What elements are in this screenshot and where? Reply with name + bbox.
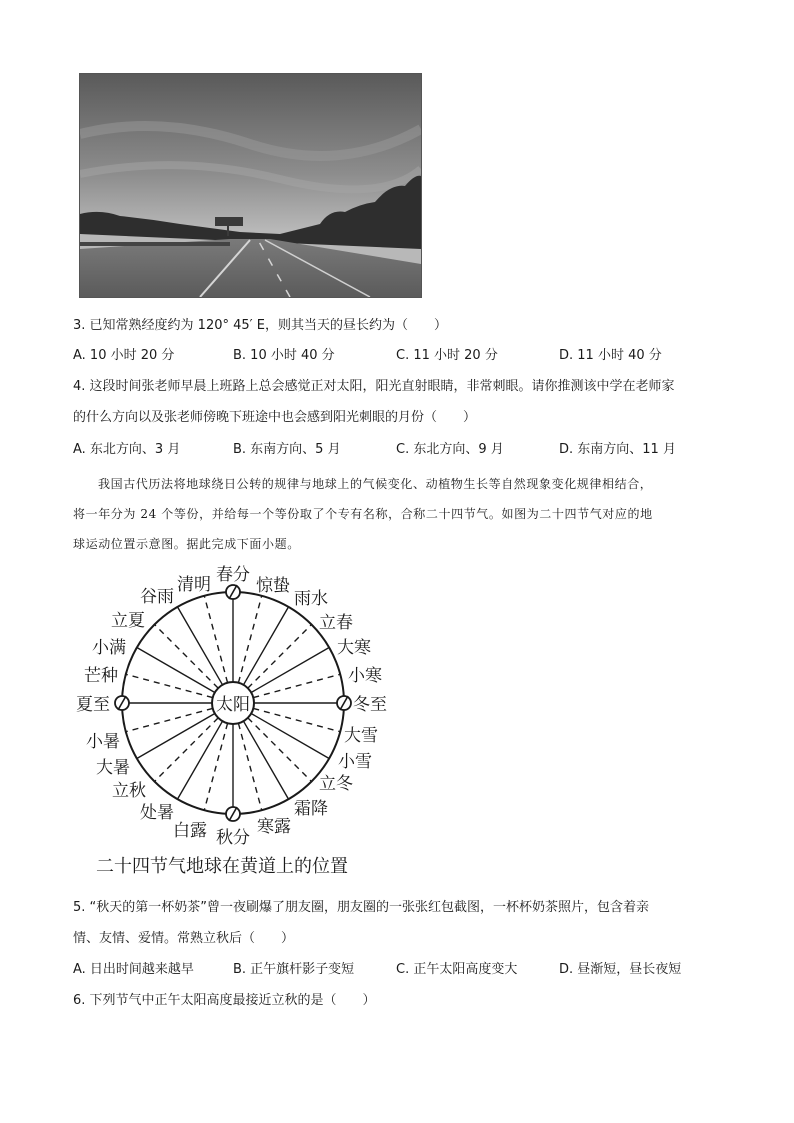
term-xiazhi: 夏至 xyxy=(76,695,110,715)
spoke-15 xyxy=(155,718,219,782)
q3-stem: 3. 已知常熟经度约为 120° 45′ E，则其当天的昼长约为（ ） xyxy=(73,318,447,333)
q3-option-a[interactable]: A. 10 小时 20 分 xyxy=(73,348,175,363)
term-liqiu: 立秋 xyxy=(112,781,146,801)
term-lichun: 立春 xyxy=(319,613,353,633)
term-mangzhong: 芒种 xyxy=(84,666,118,686)
spoke-1 xyxy=(238,596,261,683)
term-xiaoman: 小满 xyxy=(92,638,126,658)
term-dongzhi: 冬至 xyxy=(353,695,387,715)
term-qingming: 清明 xyxy=(177,575,211,595)
spoke-22 xyxy=(178,607,223,685)
spoke-9 xyxy=(248,718,312,782)
passage-line1: 我国古代历法将地球绕日公转的规律与地球上的气候变化、动植物生长等自然现象变化规律相结合， xyxy=(98,477,653,491)
solar-terms-diagram xyxy=(68,560,408,852)
earth-marker-2 xyxy=(226,807,240,821)
q5-options xyxy=(73,960,753,980)
term-hanlu: 寒露 xyxy=(257,817,291,837)
term-guyu: 谷雨 xyxy=(140,587,174,607)
spoke-10 xyxy=(244,721,289,799)
spoke-19 xyxy=(126,674,213,697)
q3-option-b[interactable]: B. 10 小时 40 分 xyxy=(233,348,335,363)
road-photo xyxy=(79,73,422,298)
q4-option-d[interactable]: D. 东南方向、11 月 xyxy=(559,442,676,457)
term-bailu: 白露 xyxy=(173,821,207,841)
spoke-11 xyxy=(238,723,261,810)
spoke-23 xyxy=(204,596,227,683)
spoke-5 xyxy=(253,674,340,697)
term-dashu: 大暑 xyxy=(96,758,130,778)
earth-marker-3 xyxy=(115,696,129,710)
term-jingzhe: 惊蛰 xyxy=(256,576,290,596)
q4-stem-line2: 的什么方向以及张老师傍晚下班途中也会感到阳光刺眼的月份（ ） xyxy=(73,410,477,425)
earth-marker-0 xyxy=(226,585,240,599)
spoke-4 xyxy=(251,648,329,693)
term-shuangjiang: 霜降 xyxy=(294,799,328,819)
q4-stem-line1: 4. 这段时间张老师早晨上班路上总会感觉正对太阳，阳光直射眼睛，非常刺眼。请你推测该中学在老师家 xyxy=(73,379,675,394)
q3-options xyxy=(73,346,753,366)
term-chunfen: 春分 xyxy=(216,565,250,585)
q6-stem: 6. 下列节气中正午太阳高度最接近立秋的是（ ） xyxy=(73,993,376,1008)
passage-line2: 将一年分为 24 个等份，并给每一个等份取了个专有名称，合称二十四节气。如图为二十四节气对应的地 xyxy=(73,507,653,521)
earth-marker-1 xyxy=(337,696,351,710)
term-lixia: 立夏 xyxy=(111,611,145,631)
spoke-21 xyxy=(155,625,219,689)
term-xiaoxue: 小雪 xyxy=(338,752,372,772)
spoke-20 xyxy=(137,648,215,693)
term-xiaoshu: 小暑 xyxy=(86,732,120,752)
term-lidong: 立冬 xyxy=(319,774,353,794)
term-qiufen: 秋分 xyxy=(216,828,250,848)
spoke-13 xyxy=(204,723,227,810)
diagram-caption: 二十四节气地球在黄道上的位置 xyxy=(96,856,348,877)
q5-stem-line2: 情、友情、爱情。常熟立秋后（ ） xyxy=(73,931,295,946)
q4-option-b[interactable]: B. 东南方向、5 月 xyxy=(233,442,341,457)
spoke-3 xyxy=(248,625,312,689)
term-xiaohan: 小寒 xyxy=(348,666,382,686)
spoke-16 xyxy=(137,714,215,759)
term-dahan: 大寒 xyxy=(337,638,371,658)
q5-option-b[interactable]: B. 正午旗杆影子变短 xyxy=(233,962,355,977)
q4-options xyxy=(73,440,753,460)
q3-option-d[interactable]: D. 11 小时 40 分 xyxy=(559,348,662,363)
q5-option-a[interactable]: A. 日出时间越来越早 xyxy=(73,962,194,977)
q5-option-c[interactable]: C. 正午太阳高度变大 xyxy=(396,962,518,977)
sun-label: 太阳 xyxy=(216,695,250,715)
term-chushu: 处暑 xyxy=(140,803,174,823)
q4-option-a[interactable]: A. 东北方向、3 月 xyxy=(73,442,181,457)
q5-stem-line1: 5. “秋天的第一杯奶茶”曾一夜刷爆了朋友圈，朋友圈的一张张红包截图，一杯杯奶茶照片，包含着亲 xyxy=(73,900,650,915)
q5-option-d[interactable]: D. 昼渐短，昼长夜短 xyxy=(559,962,682,977)
passage-line3: 球运动位置示意图。据此完成下面小题。 xyxy=(73,537,300,551)
term-yushui: 雨水 xyxy=(294,589,328,609)
spoke-2 xyxy=(244,607,289,685)
spoke-17 xyxy=(126,708,213,731)
q3-option-c[interactable]: C. 11 小时 20 分 xyxy=(396,348,498,363)
spoke-7 xyxy=(253,708,340,731)
spoke-14 xyxy=(178,721,223,799)
q4-option-c[interactable]: C. 东北方向、9 月 xyxy=(396,442,504,457)
term-daxue: 大雪 xyxy=(344,726,378,746)
spoke-8 xyxy=(251,714,329,759)
